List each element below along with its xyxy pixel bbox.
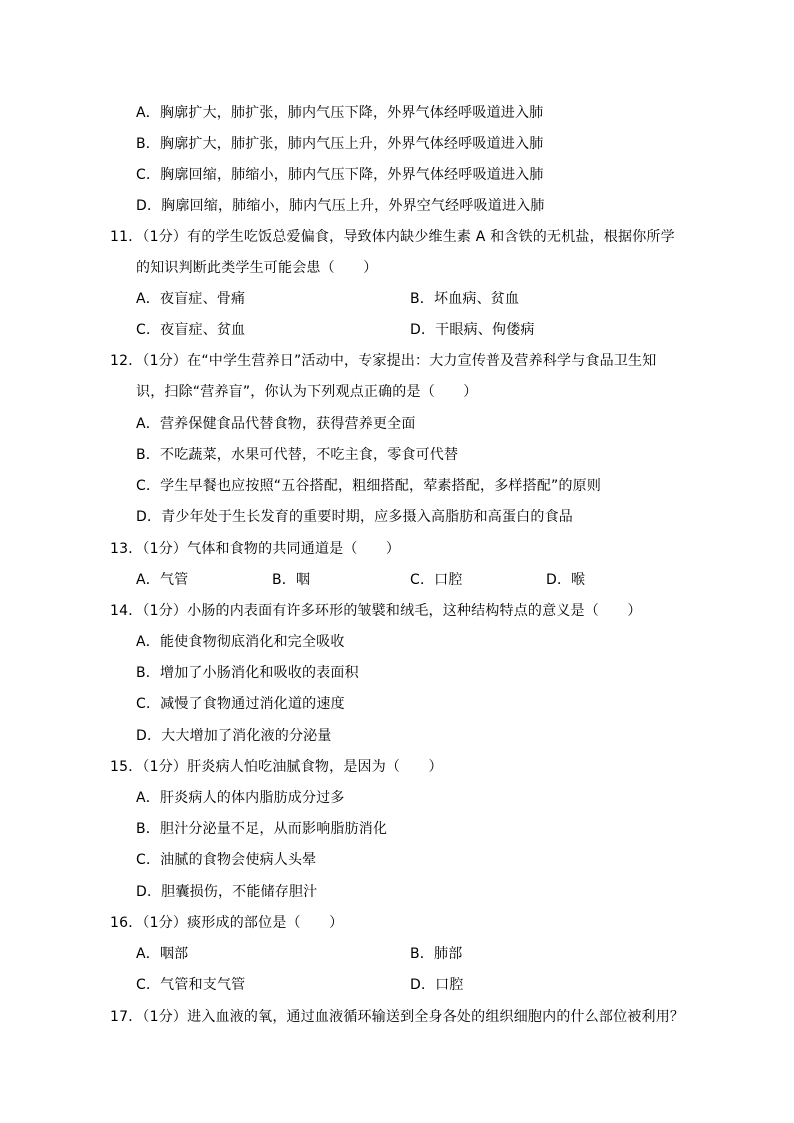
q14-option-d: D．大大增加了消化液的分泌量 [136,728,332,744]
q15-option-a: A．肝炎病人的体内脂肪成分过多 [136,790,345,806]
q11-stem-line2: 的知识判断此类学生可能会患（ ） [136,260,378,276]
q13-option-a: A．气管 [136,572,189,588]
q16-stem: 16．（1分）痰形成的部位是（ ） [110,915,344,931]
q17-stem: 17．（1分）进入血液的氧，通过血液循环输送到全身各处的组织细胞内的什么部位被利用？ [110,1009,685,1025]
q12-stem-line2: 识，扫除“营养盲”，你认为下列观点正确的是（ ） [136,384,478,400]
q15-option-c: C．油腻的食物会使病人头晕 [136,852,317,868]
q15-option-b: B．胆汁分泌量不足，从而影响脂肪消化 [136,821,388,837]
q11-option-d: D．干眼病、佝偻病 [410,322,535,338]
q13-option-c: C．口腔 [410,572,463,588]
q10-option-b: B．胸廓扩大，肺扩张，肺内气压上升，外界气体经呼吸道进入肺 [136,136,544,152]
q16-option-d: D．口腔 [410,977,464,993]
q16-option-c: C．气管和支气管 [136,977,246,993]
q16-option-b: B．肺部 [410,946,463,962]
q15-stem: 15．（1分）肝炎病人怕吃油腻食物，是因为（ ） [110,759,443,775]
q14-stem: 14．（1分）小肠的内表面有许多环形的皱襞和绒毛，这种结构特点的意义是（ ） [110,603,642,619]
q12-option-a: A．营养保健食品代替食物，获得营养更全面 [136,416,416,432]
q16-option-a: A．咽部 [136,946,189,962]
q14-option-b: B．增加了小肠消化和吸收的表面积 [136,665,359,681]
q10-option-a: A．胸廓扩大，肺扩张，肺内气压下降，外界气体经呼吸道进入肺 [136,105,544,121]
q12-option-b: B．不吃蔬菜，水果可代替，不吃主食，零食可代替 [136,447,459,463]
q11-option-a: A．夜盲症、骨痛 [136,291,246,307]
q12-option-c: C．学生早餐也应按照“五谷搭配，粗细搭配，荤素搭配，多样搭配”的原则 [136,478,602,494]
q10-option-c: C．胸廓回缩，肺缩小，肺内气压下降，外界气体经呼吸道进入肺 [136,167,544,183]
q11-option-c: C．夜盲症、贫血 [136,322,246,338]
q10-option-d: D．胸廓回缩，肺缩小，肺内气压上升，外界空气经呼吸道进入肺 [136,198,545,214]
q13-option-d: D．喉 [546,572,586,588]
q14-option-a: A．能使食物彻底消化和完全吸收 [136,634,345,650]
q13-stem: 13．（1分）气体和食物的共同通道是（ ） [110,541,401,557]
q12-option-d: D．青少年处于生长发育的重要时期，应多摄入高脂肪和高蛋白的食品 [136,509,573,525]
q15-option-d: D．胆囊损伤，不能储存胆汁 [136,884,318,900]
q14-option-c: C．减慢了食物通过消化道的速度 [136,696,345,712]
q11-option-b: B．坏血病、贫血 [410,291,520,307]
q11-stem-line1: 11．（1分）有的学生吃饭总爱偏食，导致体内缺少维生素 A 和含铁的无机盐，根据你所学 [110,229,675,245]
q13-option-b: B．咽 [272,572,311,588]
q12-stem-line1: 12．（1分）在“中学生营养日”活动中，专家提出：大力宣传普及营养科学与食品卫生知 [110,353,657,369]
